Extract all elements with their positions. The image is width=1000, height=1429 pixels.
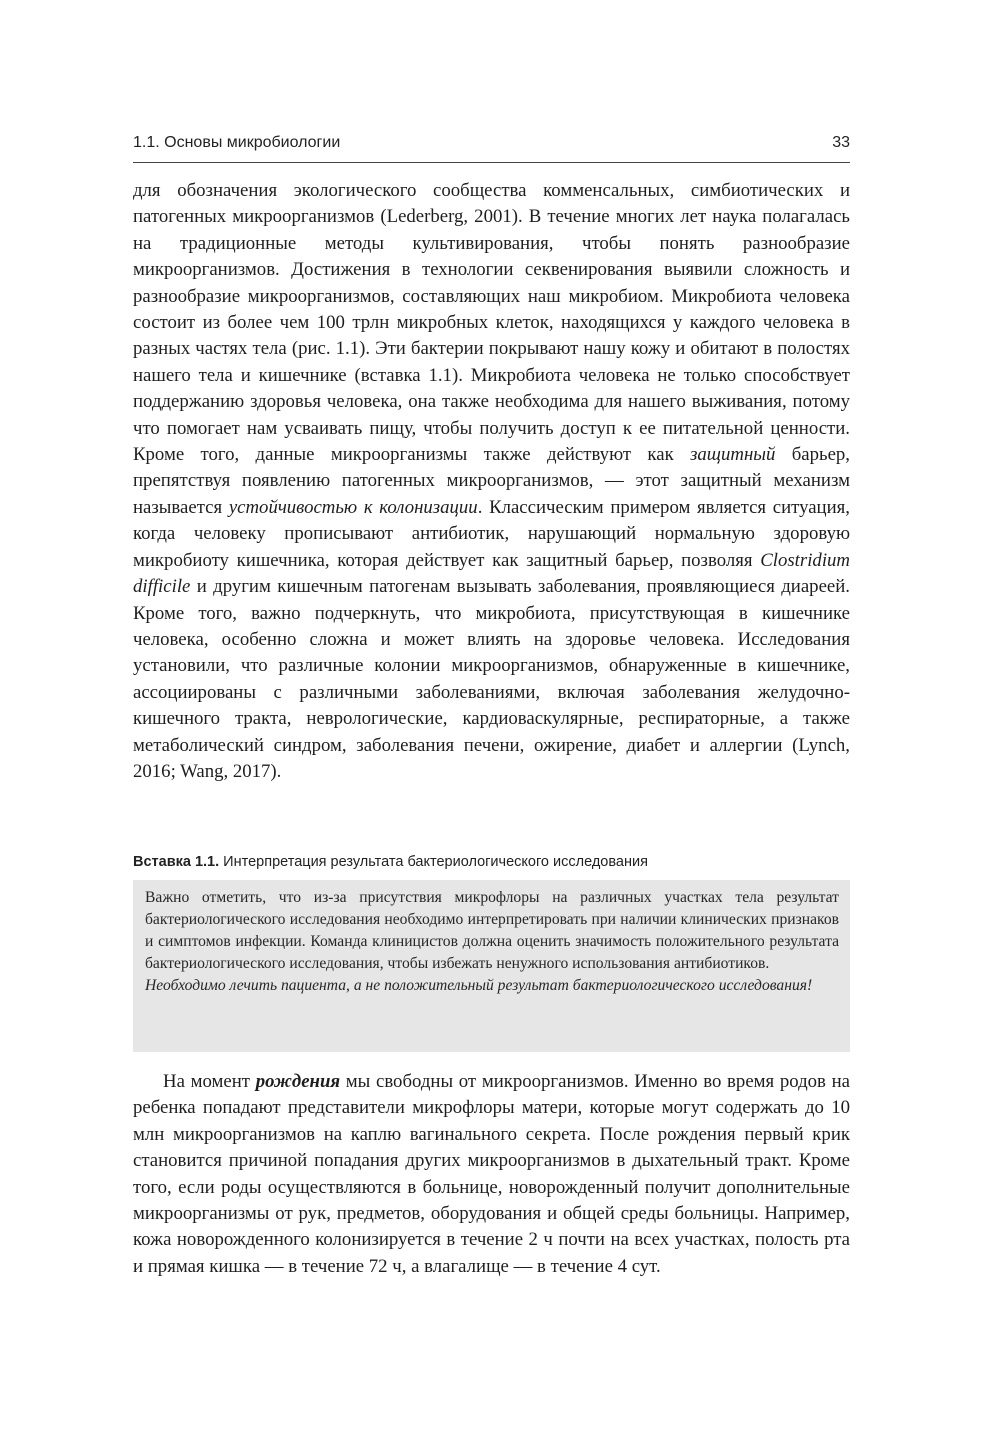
main-paragraph-text: барьер, препятствуя появлению патогенных микроорганизмов, — этот защитный механизм называется [133,444,851,518]
page-number: 33 [832,134,850,151]
second-paragraph-text: мы свободны от микроорганизмов. Именно во время родов на ребенка попадают представители микрофлоры матери, которые могут содержать до 10 млн микроорганизмов на каплю вагинального секрета. После рождения первый крик становится причиной попадания других микроорганизмов в дыхательный тракт. Кроме того, если роды осуществляются в больнице, новорожденный получит дополнительные микроорганизмы от рук, предметов, оборудования и общей среды больницы. Например, кожа новорожденного колонизируется в течение 2 ч почти на всех участках, полость рта и прямая кишка — в течение 72 ч, а влагалище — в течение 4 сут. [133,1071,850,1277]
italic-term-protective: защитный [690,444,776,466]
running-head [133,134,850,158]
header-rule [133,162,850,163]
insert-body: Важно отметить, что из-за присутствия микрофлоры на различных участках тела результат бактериологического исследования необходимо интерпретировать при наличии клинических признаков и симптомов инфекции. Команда клиницистов должна оценить значимость положительного результата бактериологического исследования, чтобы избежать ненужного использования антибиотиков. [145,889,839,972]
insert-emphasis: Необходимо лечить пациента, а не положительный результат бактериологического исследования! [145,977,813,994]
insert-title: Интерпретация результата бактериологического исследования [219,854,648,870]
bold-italic-term-birth: рождения [255,1071,341,1092]
italic-term-clostridium: Clostridium difficile [133,549,850,598]
main-paragraph-text: и другим кишечным патогенам вызывать заболевания, проявляющиеся диареей. Кроме того, важно подчеркнуть, что микробиота, присутствующая в кишечнике человека, особенно сложна и может влиять на здоровье человека. Исследования установили, что различные колонии микроорганизмов, обнаруженные в кишечнике, ассоциированы с различными заболеваниями, включая заболевания желудочно-кишечного тракта, неврологические, кардиоваскулярные, респираторные, а также метаболический синдром, заболевания печени, ожирение, диабет и аллергии (Lynch, 2016; Wang, 2017). [133,576,850,782]
section-title: 1.1. Основы микробиологии [133,134,341,151]
main-paragraph-text: . Классическим примером является ситуация, когда человеку прописывают антибиотик, нарушающий нормальную здоровую микробиоту кишечника, которая действует как защитный барьер, позволяя [133,496,850,571]
insert-label: Вставка 1.1. [133,854,220,870]
second-paragraph [133,1069,850,1280]
second-paragraph-text: На момент [163,1071,256,1092]
main-paragraph-text: для обозначения экологического сообщества комменсальных, симбиотических и патогенных микроорганизмов (Lederberg, 2001). В течение многих лет наука полагалась на традиционные методы культивирования, чтобы понять разнообразие микроорганизмов. Достижения в технологии секвенирования выявили сложность и разнообразие микроорганизмов, составляющих наш микробиом. Микробиота человека состоит из более чем 100 трлн микробных клеток, находящихся у каждого человека в разных частях тела (рис. 1.1). Эти бактерии покрывают нашу кожу и обитают в полостях нашего тела и кишечнике (вставка 1.1). Микробиота человека не только способствует поддержанию здоровья человека, она также необходима для нашего выживания, потому что помогает нам усваивать пищу, чтобы получить доступ к ее питательной ценности. Кроме того, данные микроорганизмы также действуют как [133,180,850,466]
insert-box [133,880,850,1052]
italic-term-colonization-resistance: устойчивостью к колонизации [228,496,478,518]
main-paragraph [133,178,850,785]
insert-caption [133,852,850,872]
